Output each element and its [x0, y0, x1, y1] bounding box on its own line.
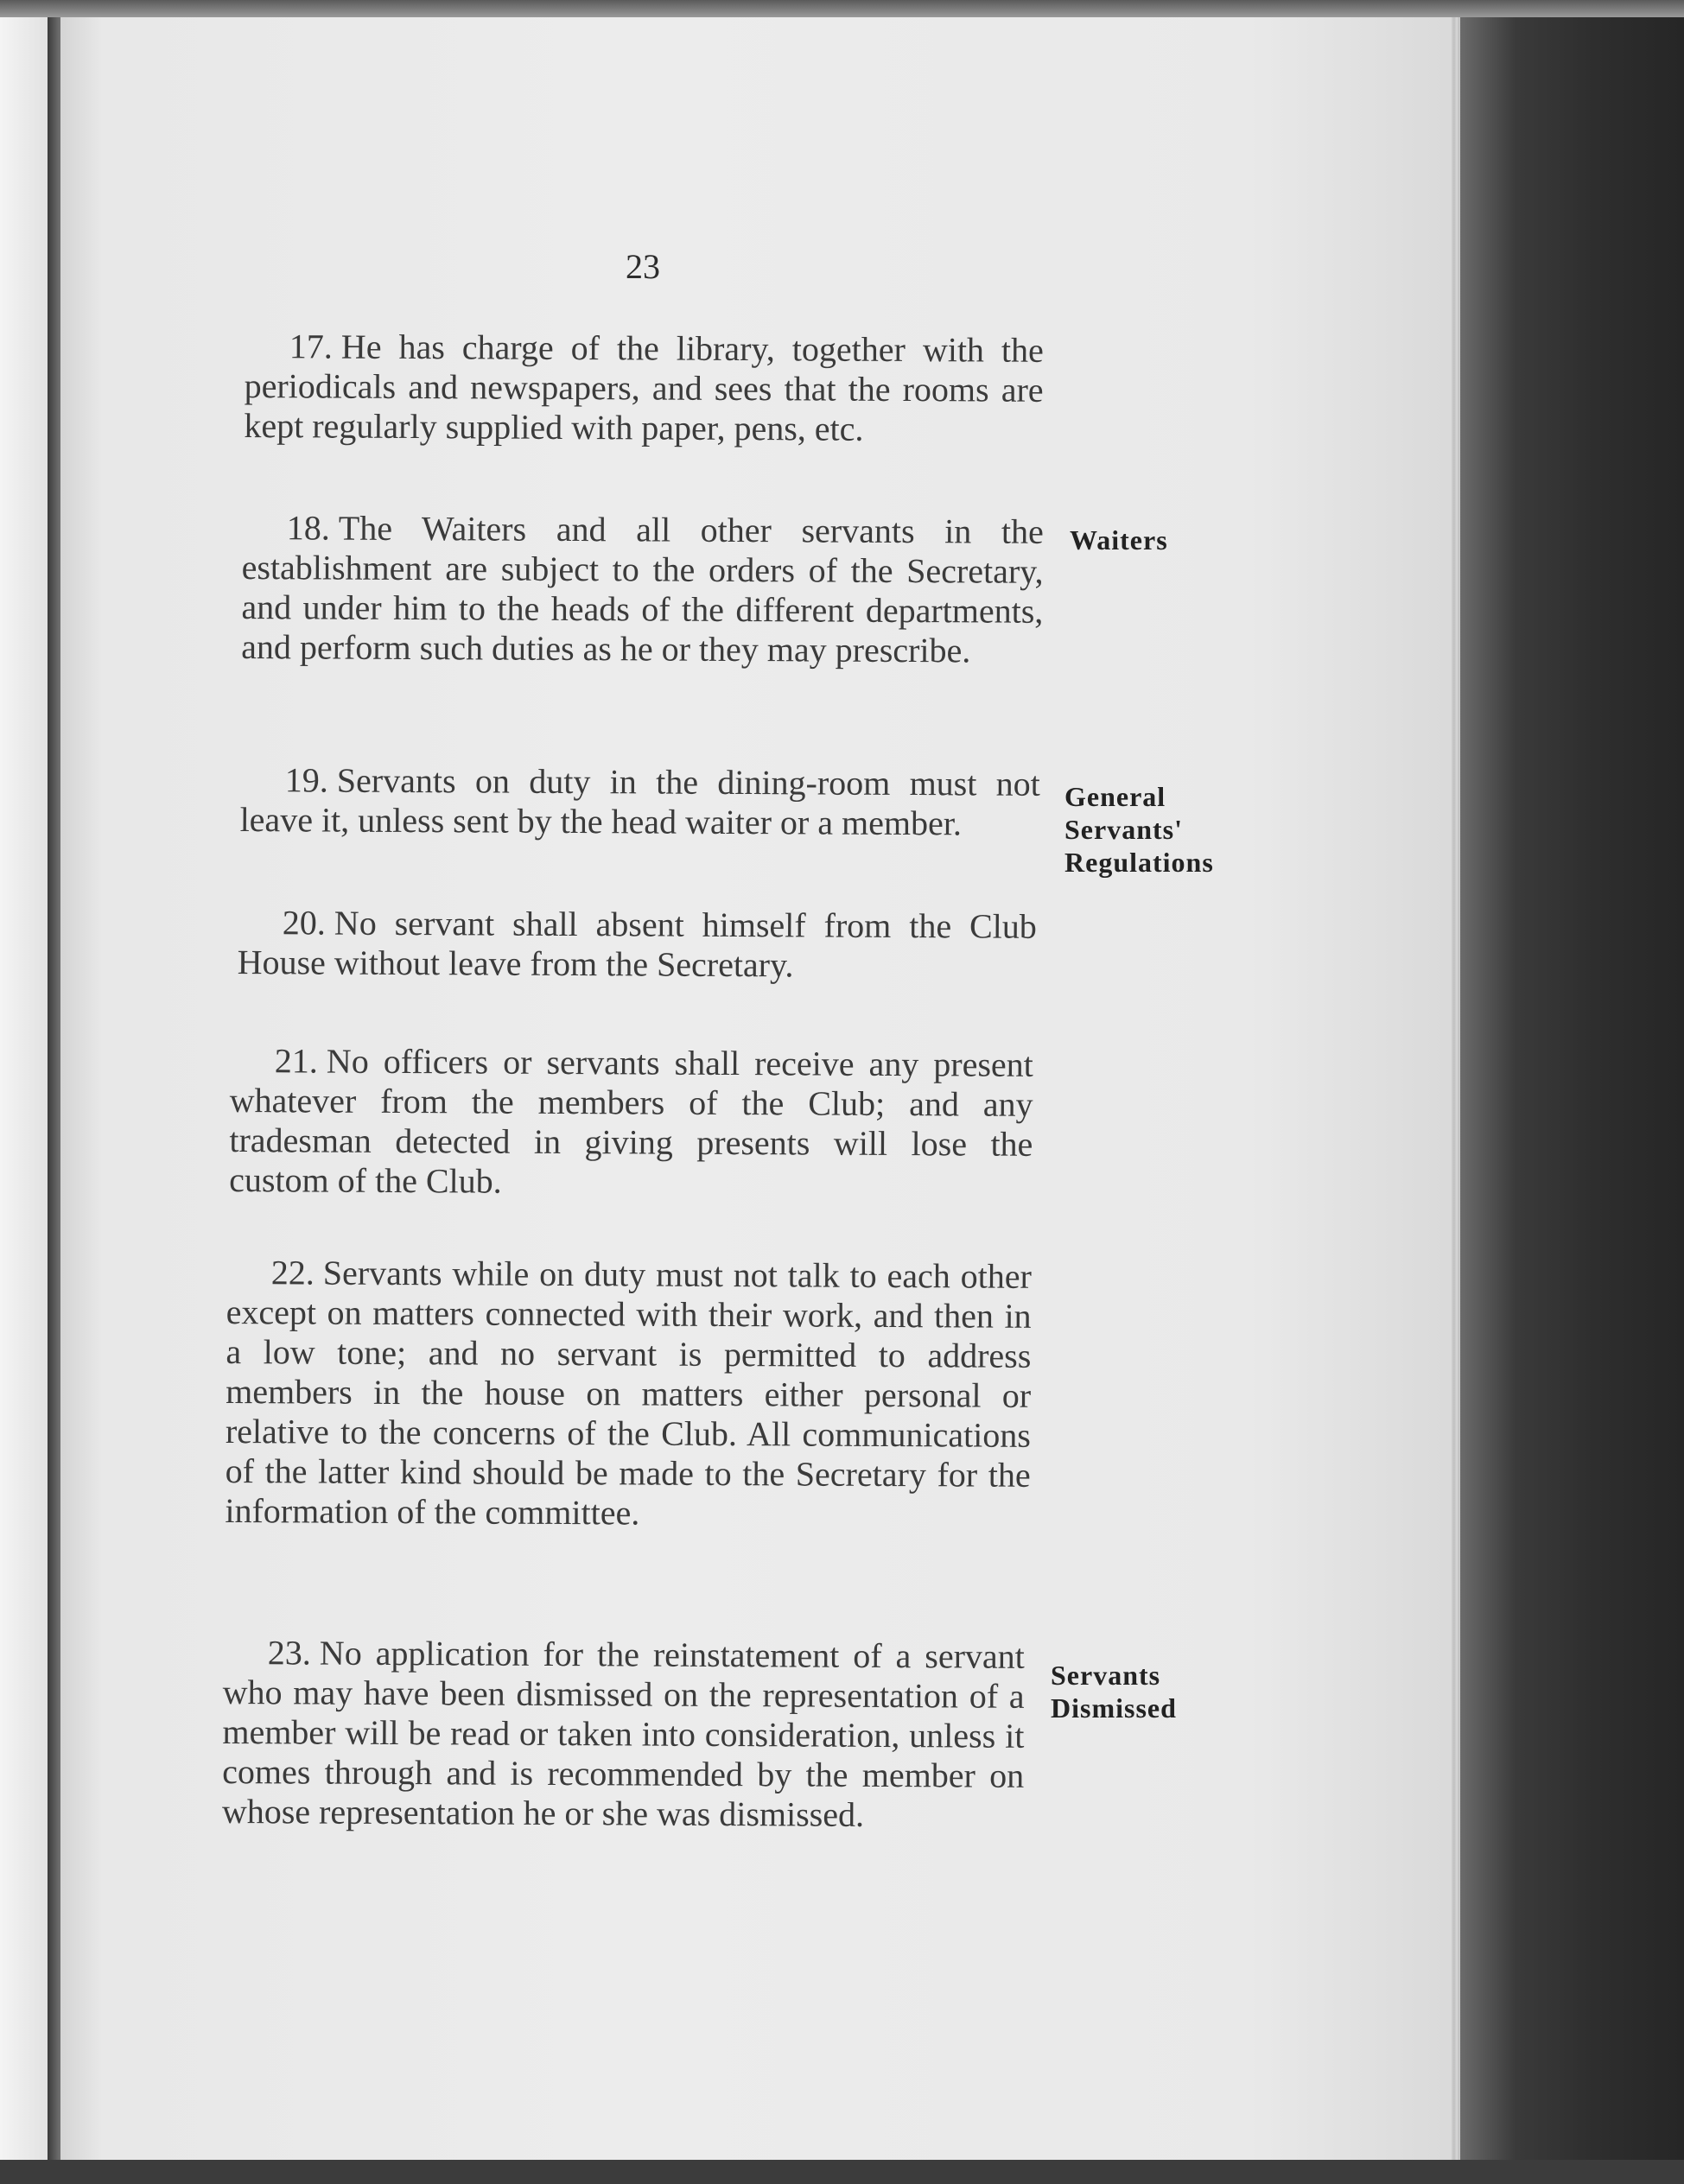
rule-number: 18.	[286, 508, 330, 548]
facing-page-edge	[0, 0, 48, 2160]
rule-number: 20.	[282, 903, 326, 943]
rule-number: 22.	[270, 1253, 315, 1292]
rule-paragraph	[229, 1041, 1033, 1204]
rule-number: 17.	[289, 327, 333, 366]
rule-number: 23.	[267, 1633, 311, 1673]
rule-number: 21.	[274, 1041, 318, 1081]
rule-paragraph	[244, 327, 1044, 450]
rule-text: Servants while on duty must not talk to each other except on matters connected with their work, and then in a low tone; and no servant is permitted to address members in the house on matters either personal or relative to the concerns of the Club. All communications of the latter kind should be made to the Secretary for the information of the committee.	[225, 1253, 1032, 1533]
rule-text: No officers or servants shall receive any present whatever from the members of the Club; and any tradesman detected in giving presents will lose the custom of the Club.	[229, 1041, 1033, 1201]
rule-paragraph	[240, 760, 1040, 844]
rule-paragraph	[241, 508, 1044, 671]
page-number: 23	[626, 247, 660, 286]
rule-text: Servants on duty in the dining-room must not leave it, unless sent by the head waiter or a member.	[239, 760, 1040, 843]
rule-paragraph	[222, 1633, 1025, 1836]
margin-note-servants-dismissed	[1051, 1659, 1177, 1724]
scan-top-border	[0, 0, 1684, 17]
margin-note-waiters	[1070, 524, 1168, 556]
margin-note-line: Dismissed	[1051, 1692, 1177, 1724]
rule-text: He has charge of the library, together with the periodicals and newspapers, and sees that the rooms are kept regularly supplied with paper, pens, etc.	[244, 327, 1044, 448]
margin-note-general-servants-regulations	[1064, 780, 1214, 879]
margin-note-line: General	[1064, 781, 1166, 812]
scan-background	[1460, 0, 1684, 2184]
margin-note-line: Servants	[1051, 1660, 1161, 1691]
margin-note-line: Waiters	[1070, 524, 1168, 556]
rule-paragraph	[225, 1253, 1032, 1535]
scan-bottom-border	[0, 2160, 1684, 2184]
rule-paragraph	[238, 903, 1037, 987]
margin-note-line: Servants'	[1064, 814, 1183, 845]
rule-text: No servant shall absent himself from the Club House without leave from the Secretary.	[237, 903, 1037, 985]
rule-number: 19.	[284, 760, 328, 800]
margin-note-line: Regulations	[1064, 847, 1214, 878]
rule-text: The Waiters and all other servants in the establishment are subject to the orders of the Secretary, and under him to the heads of the different departments, and perform such duties as he or they may prescribe.	[241, 508, 1044, 670]
rule-text: No application for the reinstatement of a servant who may have been dismissed on the representation of a member will be read or taken into consideration, unless it comes through and is recommended by the member on whose representation he or she was dismissed.	[221, 1633, 1025, 1834]
